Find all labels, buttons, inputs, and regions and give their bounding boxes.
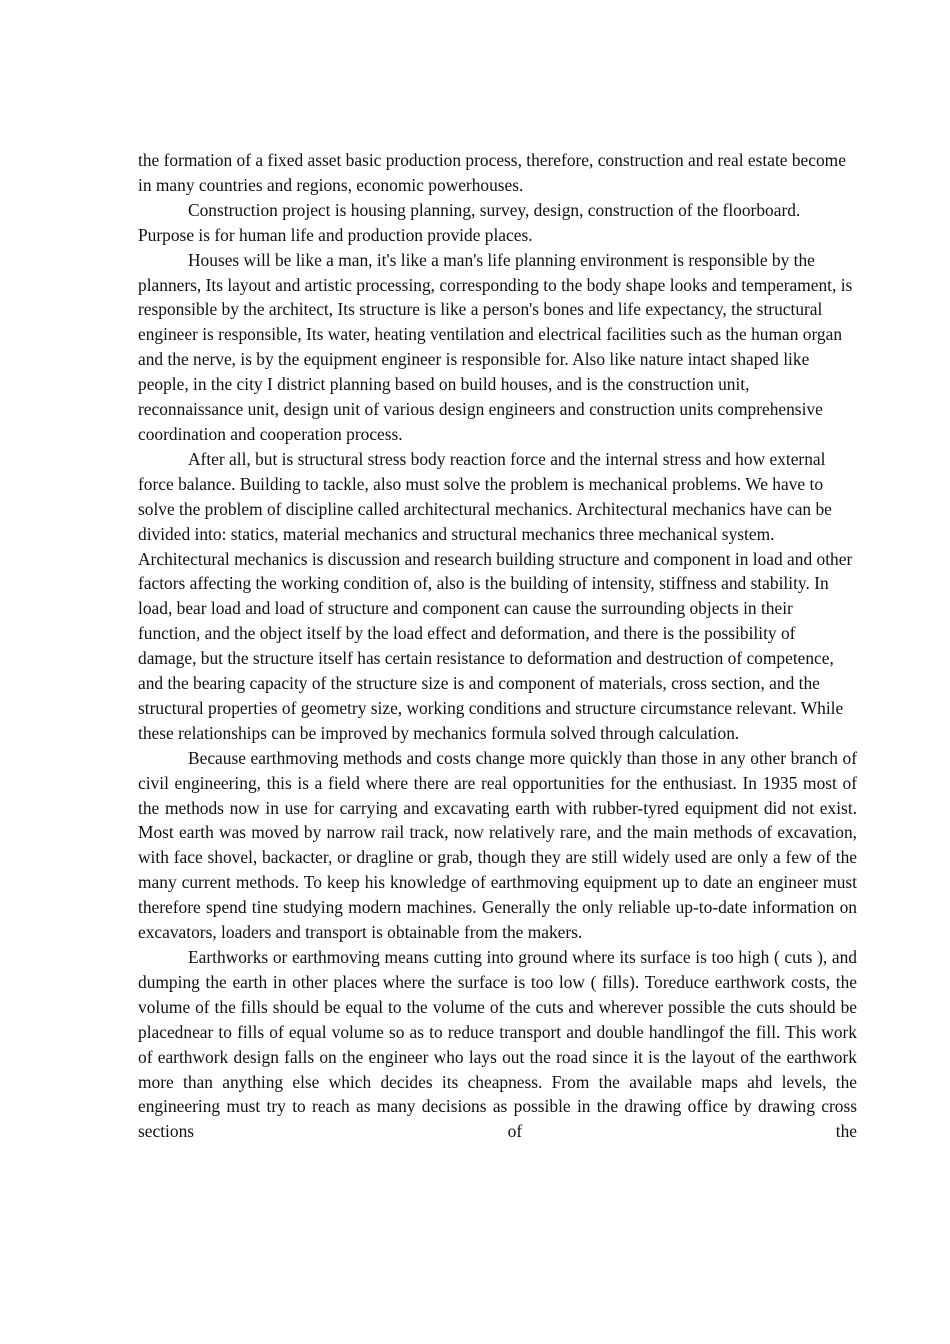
paragraph-2: Construction project is housing planning, survey, design, construction of the floorboard. Purpose is for human life and production provide places. [138,199,801,245]
paragraph-4: After all, but is structural stress body reaction force and the internal stress and how external force balance. Building to tackle, also must solve the problem is mechanical problems. We have to solve the problem of discipline called architectural mechanics. Architectural mechanics have can be divided into: statics, material mechanics and structural mechanics three mechanical system. Architectural mechanics is discussion and research building structure and component in load and other factors affecting the working condition of, also is the building of intensity, stiffness and stability. In load, bear load and load of structure and component can cause the surrounding objects in their function, and the object itself by the load effect and deformation, and there is the possibility of damage, but the structure itself has certain resistance to deformation and destruction of competence, and the bearing capacity of the structure size is and component of materials, cross section, and the structural properties of geometry size, working conditions and structure circumstance relevant. While these relationships can be improved by mechanics formula solved through calculation. [138,448,853,743]
paragraph-5: Because earthmoving methods and costs change more quickly than those in any other branch of civil engineering, this is a field where there are real opportunities for the enthusiast. In 1935 most of the methods now in use for carrying and excavating earth with rubber-tyred equipment did not exist. Most earth was moved by narrow rail track, now relatively rare, and the main methods of excavation, with face shovel, backacter, or dragline or grab, though they are still widely used are only a few of the many current methods. To keep his knowledge of earthmoving equipment up to date an engineer must therefore spend tine studying modern machines. Generally the only reliable up-to-date information on excavators, loaders and transport is obtainable from the makers. [138,747,857,943]
document-page [138,148,857,1144]
paragraph-3: Houses will be like a man, it's like a man's life planning environment is responsible by the planners, Its layout and artistic processing, corresponding to the body shape looks and temperament, is responsible by the architect, Its structure is like a person's bones and life expectancy, the structural engineer is responsible, Its water, heating ventilation and electrical facilities such as the human organ and the nerve, is by the equipment engineer is responsible for. Also like nature intact shaped like people, in the city I district planning based on build houses, and is the construction unit, reconnaissance unit, design unit of various design engineers and construction units comprehensive coordination and cooperation process. [138,249,853,444]
paragraph-1: the formation of a fixed asset basic production process, therefore, construction and real estate become in many countries and regions, economic powerhouses. [138,150,846,195]
paragraph-6: Earthworks or earthmoving means cutting into ground where its surface is too high ( cuts ), and dumping the earth in other places where the surface is too low ( fills). Toreduce earthwork costs, the volume of the fills should be equal to the volume of the cuts and wherever possible the cuts should be placednear to fills of equal volume so as to reduce transport and double handlingof the fill. This work of earthwork design falls on the engineer who lays out the road since it is the layout of the earthwork more than anything else which decides its cheapness. From the available maps ahd levels, the engineering must try to reach as many decisions as possible in the drawing office by drawing cross sections of the [138,947,857,1142]
